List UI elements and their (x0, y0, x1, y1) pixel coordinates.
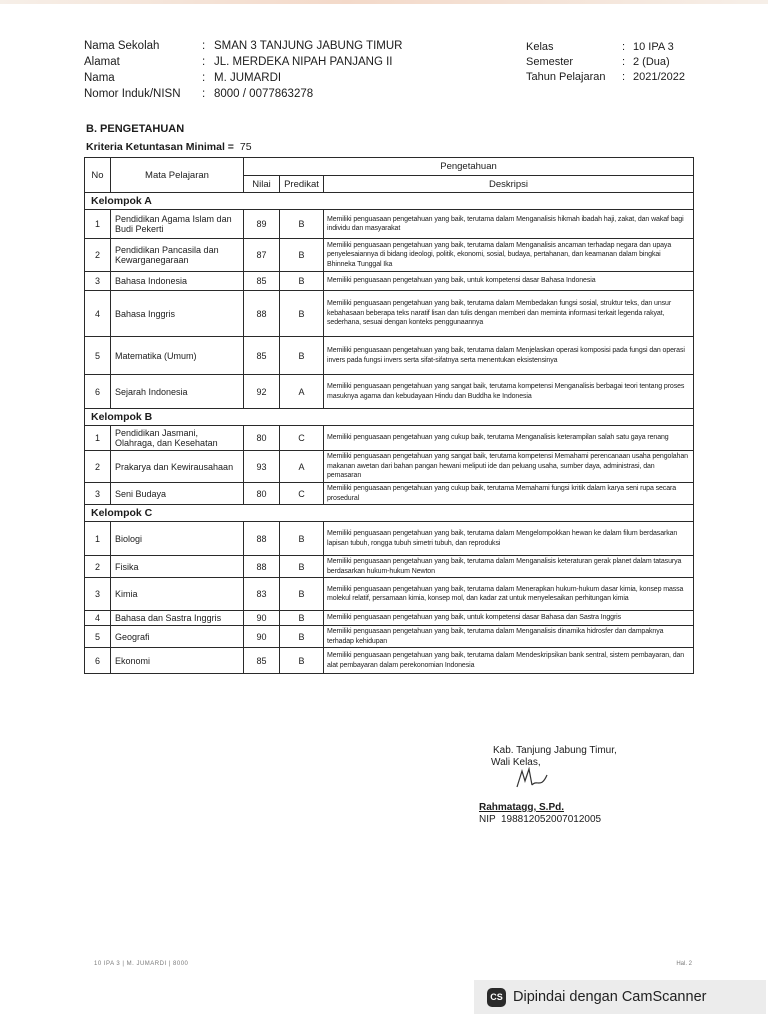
row-number: 5 (85, 337, 111, 375)
description-text: Memiliki penguasaan pengetahuan yang baik, terutama dalam Mendeskripsikan bank sentral, sistem pembayaran, dan alat pembayaran dalam perekonomian Indonesia (324, 648, 694, 674)
footer-left: 10 IPA 3 | M. JUMARDI | 8000 (94, 961, 189, 967)
identity-left-row (84, 38, 403, 54)
identity-right-separator: : (622, 71, 626, 83)
identity-right-value: 2021/2022 (633, 71, 685, 83)
subject-row (85, 451, 694, 483)
camscanner-text: Dipindai dengan CamScanner (513, 989, 707, 1005)
group-name: Kelompok C (85, 505, 694, 522)
subject-name: Geografi (111, 626, 244, 648)
header-no: No (85, 158, 111, 193)
identity-left-value: 8000 / 0077863278 (214, 88, 314, 100)
row-number: 3 (85, 483, 111, 505)
student-identity-left (84, 38, 403, 102)
description-text: Memiliki penguasaan pengetahuan yang cukup baik, terutama Menganalisis keterampilan salah satu gaya renang (324, 426, 694, 451)
description-text: Memiliki penguasaan pengetahuan yang baik, untuk kompetensi dasar Bahasa dan Sastra Inggris (324, 611, 694, 626)
predicate-value: B (280, 210, 324, 239)
row-number: 1 (85, 210, 111, 239)
group-row (85, 505, 694, 522)
description-text: Memiliki penguasaan pengetahuan yang baik, terutama dalam Menerapkan hukum-hukum dasar kimia, konsep massa molekul relatif, persamaan kimia, konsep mol, dan kadar zat untuk menyelesaikan perhitungan kimia (324, 578, 694, 611)
signature-role: Wali Kelas, (491, 757, 541, 768)
identity-right-separator: : (622, 41, 626, 53)
score-value: 85 (244, 337, 280, 375)
description-text: Memiliki penguasaan pengetahuan yang sangat baik, terutama kompetensi Memahami perencanaan usaha pengolahan makanan awetan dari bahan pangan hewani meliputi ide dan peluang usaha, sumber daya, administrasi, dan pemasaran (324, 451, 694, 483)
score-value: 88 (244, 291, 280, 337)
teacher-name: Rahmatagg, S.Pd. (479, 802, 565, 813)
knowledge-grades-table (84, 157, 694, 674)
subject-row (85, 556, 694, 578)
score-value: 89 (244, 210, 280, 239)
predicate-value: B (280, 626, 324, 648)
section-title: B. PENGETAHUAN (86, 123, 185, 135)
score-value: 80 (244, 426, 280, 451)
predicate-value: C (280, 426, 324, 451)
identity-right-label: Kelas (526, 41, 554, 53)
row-number: 6 (85, 375, 111, 409)
description-text: Memiliki penguasaan pengetahuan yang baik, terutama dalam Menganalisis dinamika hidrosfer dan dampaknya terhadap kehidupan (324, 626, 694, 648)
subject-name: Fisika (111, 556, 244, 578)
row-number: 2 (85, 556, 111, 578)
description-text: Memiliki penguasaan pengetahuan yang baik, terutama dalam Menganalisis ancaman terhadap negara dan upaya penyelesaiannya di bidang ideologi, politik, ekonomi, sosial, budaya, pertahanan, dan keamanan dalam bingkai Bhinneka Tunggal Ika (324, 239, 694, 272)
description-text: Memiliki penguasaan pengetahuan yang baik, terutama dalam Mengelompokkan hewan ke dalam filum berdasarkan lapisan tubuh, rongga tubuh simetri tubuh, dan reproduksi (324, 522, 694, 556)
row-number: 2 (85, 239, 111, 272)
group-name: Kelompok B (85, 409, 694, 426)
nip-value: 198812052007012005 (501, 814, 602, 825)
identity-left-separator: : (202, 72, 206, 84)
page-footer (94, 961, 692, 967)
identity-left-value: M. JUMARDI (214, 72, 282, 84)
score-value: 90 (244, 611, 280, 626)
identity-left-row (84, 86, 403, 102)
subject-name: Pendidikan Pancasila dan Kewarganegaraan (111, 239, 244, 272)
predicate-value: B (280, 522, 324, 556)
identity-left-separator: : (202, 40, 206, 52)
signature-place: Kab. Tanjung Jabung Timur, (493, 745, 617, 756)
score-value: 83 (244, 578, 280, 611)
subject-name: Ekonomi (111, 648, 244, 674)
predicate-value: B (280, 291, 324, 337)
score-value: 85 (244, 272, 280, 291)
identity-left-label: Alamat (84, 56, 120, 68)
header-predicate: Predikat (280, 176, 324, 193)
score-value: 80 (244, 483, 280, 505)
subject-row (85, 483, 694, 505)
row-number: 6 (85, 648, 111, 674)
predicate-value: B (280, 239, 324, 272)
camscanner-badge (474, 980, 766, 1014)
identity-left-row (84, 54, 403, 70)
identity-right-value: 10 IPA 3 (633, 41, 674, 53)
header-description: Deskripsi (324, 176, 694, 193)
subject-row (85, 611, 694, 626)
predicate-value: B (280, 556, 324, 578)
handwritten-signature-icon (513, 765, 553, 795)
description-text: Memiliki penguasaan pengetahuan yang baik, terutama dalam Menjelaskan operasi komposisi pada fungsi dan operasi invers pada fungsi invers serta sifat-sifatnya serta menentukan eksistensinya (324, 337, 694, 375)
description-text: Memiliki penguasaan pengetahuan yang baik, terutama dalam Menganalisis hikmah ibadah haji, zakat, dan wakaf bagi individu dan masyarakat (324, 210, 694, 239)
subject-row (85, 522, 694, 556)
subject-name: Biologi (111, 522, 244, 556)
group-name: Kelompok A (85, 193, 694, 210)
row-number: 2 (85, 451, 111, 483)
kkm-line (86, 141, 252, 153)
subject-row (85, 375, 694, 409)
description-text: Memiliki penguasaan pengetahuan yang sangat baik, terutama kompetensi Menganalisis berbagai teori tentang proses masuknya agama dan kebudayaan Hindu dan Buddha ke Indonesia (324, 375, 694, 409)
header-knowledge: Pengetahuan (244, 158, 694, 176)
identity-right-label: Semester (526, 56, 574, 68)
identity-right-label: Tahun Pelajaran (526, 71, 606, 83)
subject-row (85, 337, 694, 375)
predicate-value: A (280, 375, 324, 409)
description-text: Memiliki penguasaan pengetahuan yang baik, untuk kompetensi dasar Bahasa Indonesia (324, 272, 694, 291)
score-value: 88 (244, 522, 280, 556)
group-row (85, 193, 694, 210)
header-subject: Mata Pelajaran (111, 158, 244, 193)
subject-name: Pendidikan Jasmani, Olahraga, dan Kesehatan (111, 426, 244, 451)
score-value: 85 (244, 648, 280, 674)
row-number: 3 (85, 272, 111, 291)
teacher-nip (479, 814, 617, 826)
predicate-value: B (280, 611, 324, 626)
signature-block (479, 745, 617, 826)
score-value: 93 (244, 451, 280, 483)
camscanner-logo-icon: CS (487, 988, 506, 1007)
subject-name: Matematika (Umum) (111, 337, 244, 375)
identity-left-label: Nama (84, 72, 115, 84)
subject-row (85, 272, 694, 291)
subject-row (85, 210, 694, 239)
subject-name: Seni Budaya (111, 483, 244, 505)
predicate-value: A (280, 451, 324, 483)
identity-right-value: 2 (Dua) (633, 56, 670, 68)
subject-name: Kimia (111, 578, 244, 611)
subject-name: Bahasa dan Sastra Inggris (111, 611, 244, 626)
identity-left-row (84, 70, 403, 86)
predicate-value: B (280, 337, 324, 375)
subject-row (85, 426, 694, 451)
subject-row (85, 648, 694, 674)
identity-right-separator: : (622, 56, 626, 68)
description-text: Memiliki penguasaan pengetahuan yang baik, terutama dalam Membedakan fungsi sosial, struktur teks, dan unsur kebahasaan beberapa teks naratif lisan dan tulis dengan memberi dan meminta informasi terkait legenda rakyat, sederhana, sesuai dengan konteks penggunaannya (324, 291, 694, 337)
identity-left-value: JL. MERDEKA NIPAH PANJANG II (214, 56, 393, 68)
header-score: Nilai (244, 176, 280, 193)
row-number: 3 (85, 578, 111, 611)
identity-left-value: SMAN 3 TANJUNG JABUNG TIMUR (214, 40, 403, 52)
identity-left-label: Nomor Induk/NISN (84, 88, 181, 100)
subject-row (85, 578, 694, 611)
score-value: 90 (244, 626, 280, 648)
description-text: Memiliki penguasaan pengetahuan yang baik, terutama dalam Menganalisis keteraturan gerak planet dalam tatasurya berdasarkan hukum-hukum Newton (324, 556, 694, 578)
identity-left-label: Nama Sekolah (84, 40, 160, 52)
group-row (85, 409, 694, 426)
subject-row (85, 291, 694, 337)
subject-name: Prakarya dan Kewirausahaan (111, 451, 244, 483)
score-value: 87 (244, 239, 280, 272)
identity-left-separator: : (202, 88, 206, 100)
predicate-value: B (280, 648, 324, 674)
subject-name: Bahasa Inggris (111, 291, 244, 337)
score-value: 92 (244, 375, 280, 409)
predicate-value: B (280, 578, 324, 611)
predicate-value: C (280, 483, 324, 505)
identity-right-row (526, 55, 685, 70)
nip-label: NIP (479, 814, 496, 825)
student-identity-right (526, 40, 685, 85)
subject-row (85, 626, 694, 648)
kkm-value: 75 (239, 141, 252, 153)
identity-left-separator: : (202, 56, 206, 68)
description-text: Memiliki penguasaan pengetahuan yang cukup baik, terutama Memahami fungsi kritik dalam karya seni rupa secara prosedural (324, 483, 694, 505)
row-number: 4 (85, 291, 111, 337)
subject-name: Bahasa Indonesia (111, 272, 244, 291)
row-number: 5 (85, 626, 111, 648)
row-number: 1 (85, 522, 111, 556)
identity-right-row (526, 70, 685, 85)
identity-right-row (526, 40, 685, 55)
subject-name: Sejarah Indonesia (111, 375, 244, 409)
predicate-value: B (280, 272, 324, 291)
subject-row (85, 239, 694, 272)
row-number: 4 (85, 611, 111, 626)
grades-body (85, 193, 694, 674)
footer-right: Hal. 2 (676, 961, 692, 967)
kkm-label: Kriteria Ketuntasan Minimal = (86, 141, 234, 153)
score-value: 88 (244, 556, 280, 578)
row-number: 1 (85, 426, 111, 451)
subject-name: Pendidikan Agama Islam dan Budi Pekerti (111, 210, 244, 239)
